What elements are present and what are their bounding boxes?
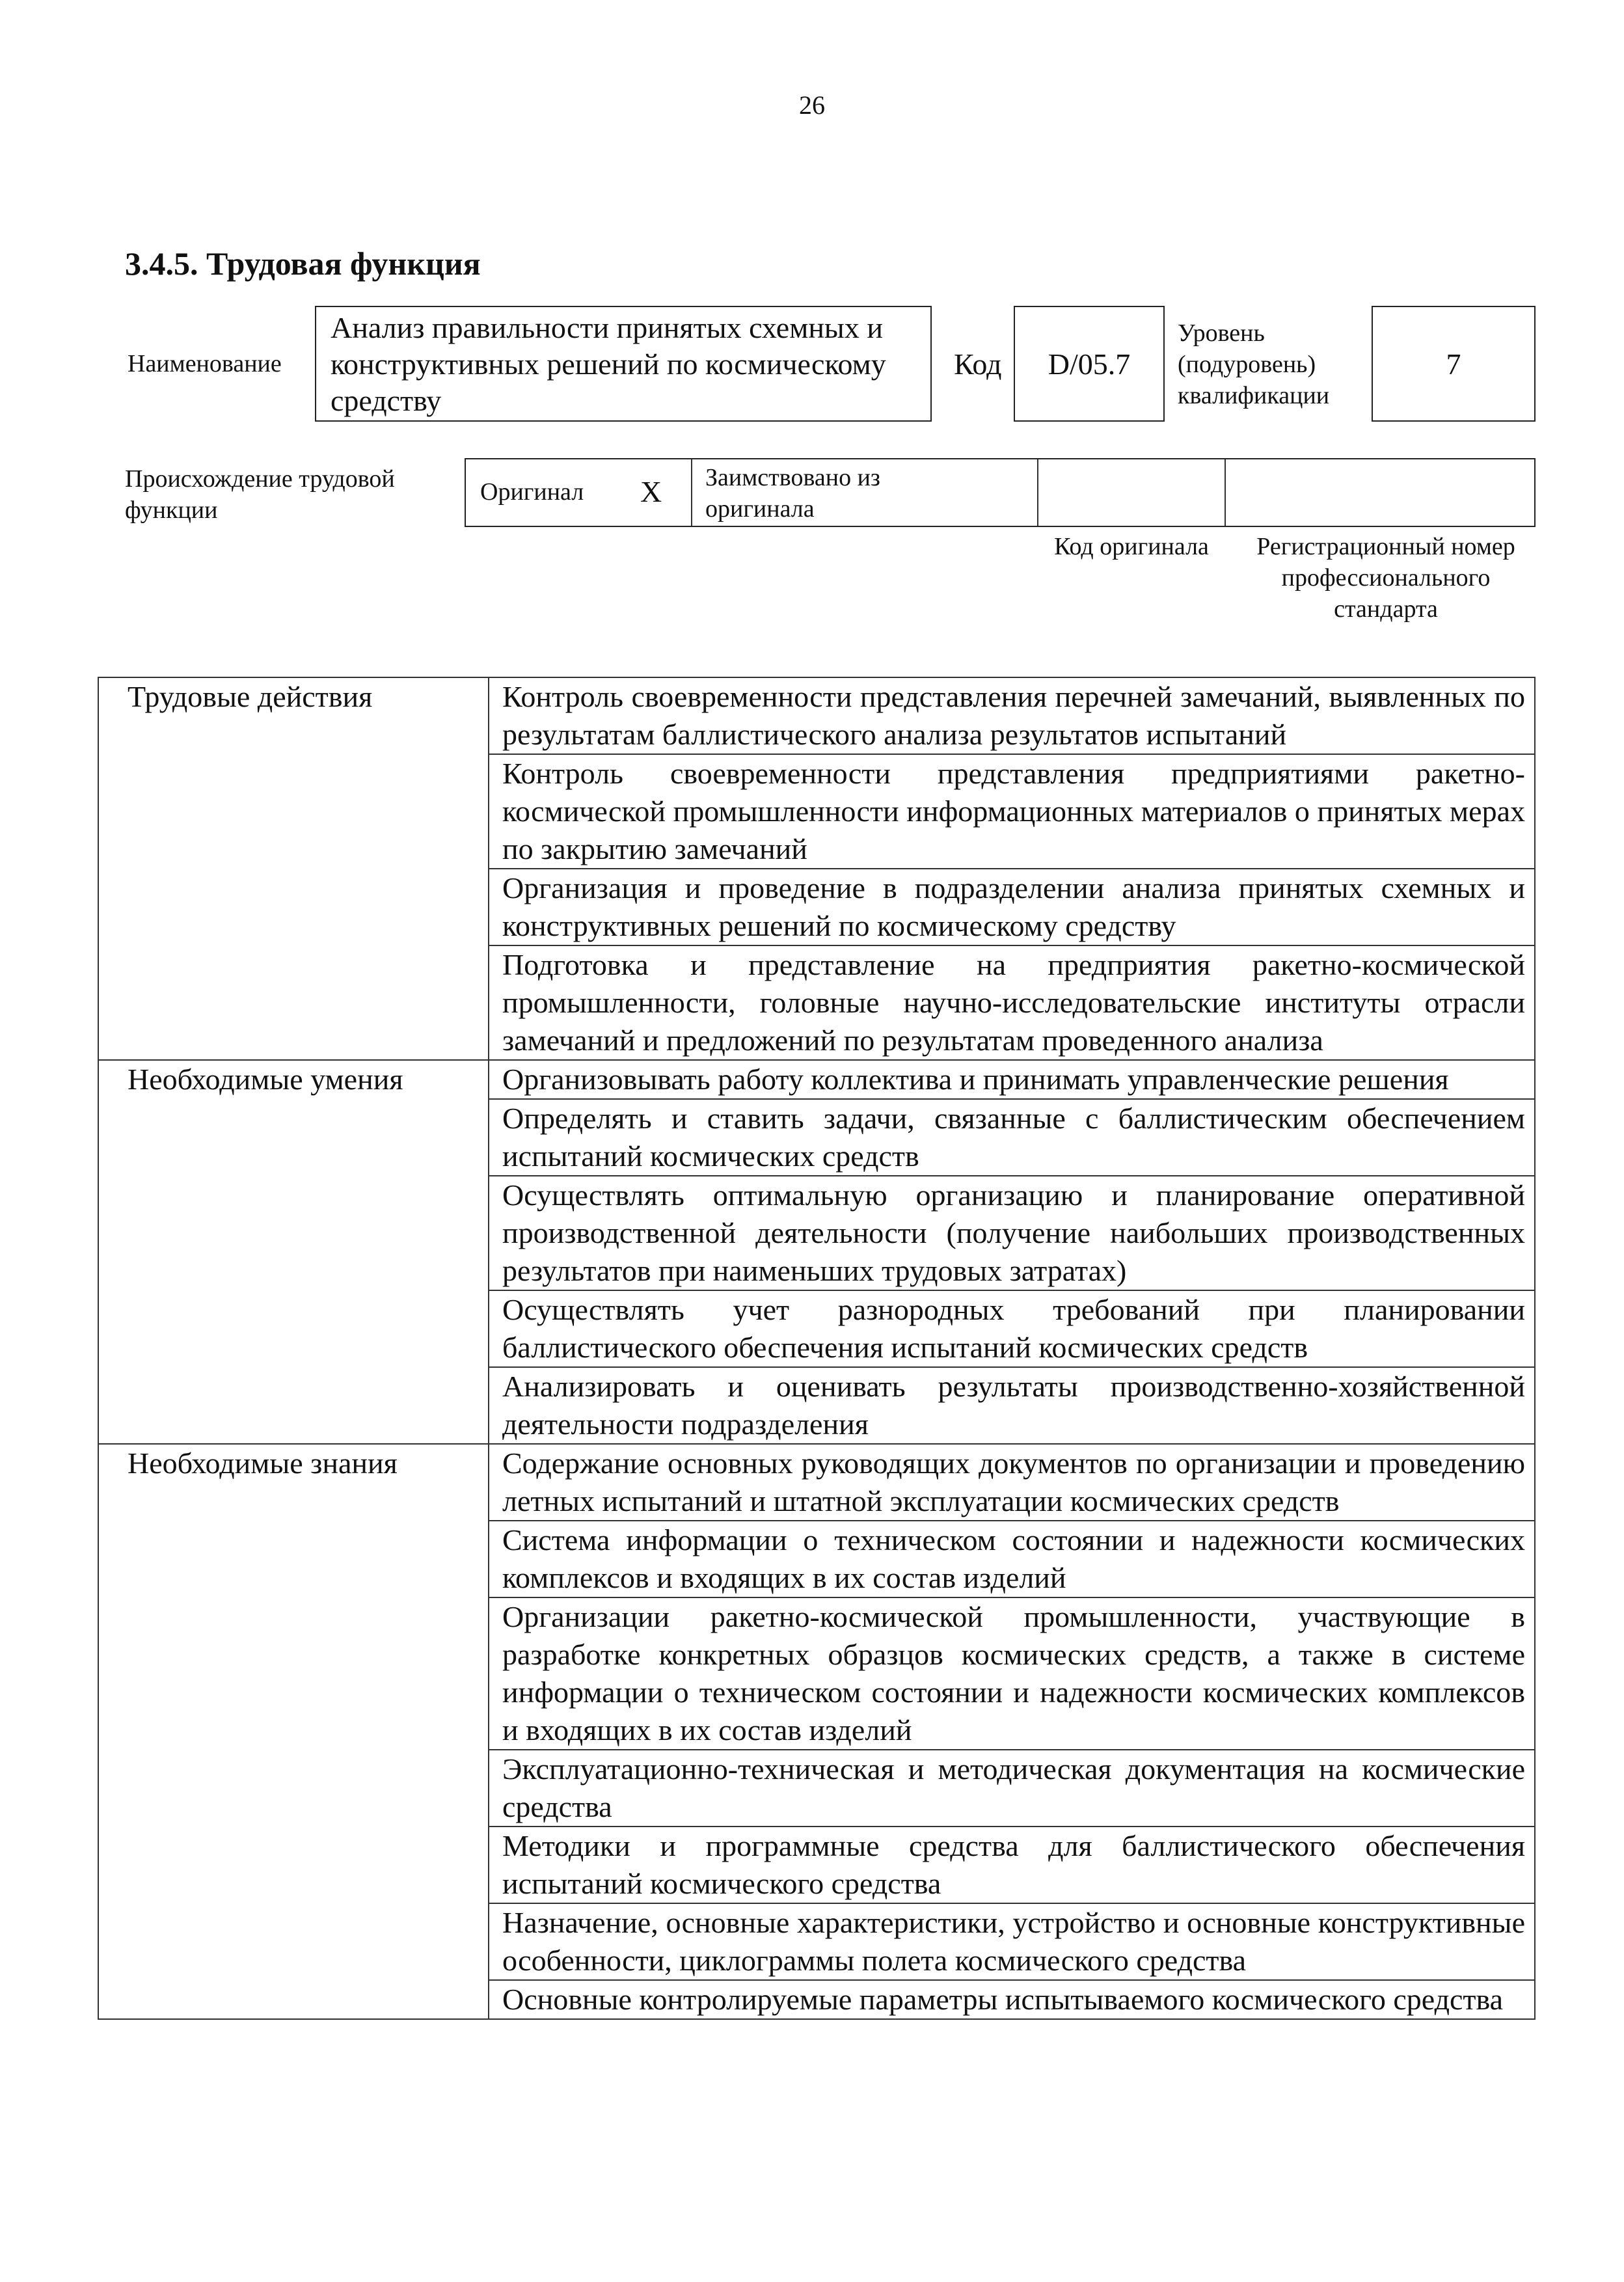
list-item: Анализировать и оценивать результаты производственно-хозяйственной деятельности подразделения <box>489 1367 1535 1444</box>
list-item: Организовывать работу коллектива и принимать управленческие решения <box>489 1060 1535 1099</box>
code-value: D/05.7 <box>1048 347 1131 381</box>
section-title: 3.4.5. Трудовая функция <box>125 245 481 282</box>
borrowed-label: Заимствовано из оригинала <box>705 464 880 523</box>
code-box <box>1014 306 1165 422</box>
list-item: Осуществлять учет разнородных требований при планировании баллистического обеспечения испытаний космических средств <box>489 1290 1535 1367</box>
list-item: Система информации о техническом состоянии и надежности космических комплексов и входящих в их состав изделий <box>489 1521 1535 1597</box>
origin-divider-2 <box>1037 459 1038 526</box>
code-label: Код <box>954 347 1002 381</box>
code-original-caption: Код оригинала <box>1054 533 1209 560</box>
section-title-knowledge: Необходимые знания <box>98 1444 489 2019</box>
function-name-value: Анализ правильности принятых схемных и конструктивных решений по космическому средству <box>331 311 886 417</box>
level-value: 7 <box>1446 347 1461 381</box>
labor-function-table <box>98 677 1536 2020</box>
page-number: 26 <box>799 90 825 120</box>
origin-divider-3 <box>1225 459 1226 526</box>
original-mark: X <box>640 475 662 508</box>
list-item: Назначение, основные характеристики, устройство и основные конструктивные особенности, циклограммы полета космического средства <box>489 1903 1535 1980</box>
original-label: Оригинал <box>480 478 584 506</box>
table-row <box>98 1444 1535 1521</box>
list-item: Подготовка и представление на предприятия ракетно-космической промышленности, головные научно-исследовательские институты отрасли замечаний и предложений по результатам проведенного анализа <box>489 945 1535 1060</box>
function-name-box <box>315 306 932 422</box>
list-item: Контроль своевременности представления предприятиями ракетно-космической промышленности информационных материалов о принятых мерах по закрытию замечаний <box>489 754 1535 869</box>
table-row <box>98 1060 1535 1099</box>
list-item: Методики и программные средства для баллистического обеспечения испытаний космического средства <box>489 1827 1535 1903</box>
table-row <box>98 677 1535 754</box>
level-label: Уровень (подуровень) квалификации <box>1178 319 1330 409</box>
level-box <box>1372 306 1536 422</box>
section-title-labor-actions: Трудовые действия <box>98 677 489 1060</box>
list-item: Контроль своевременности представления перечней замечаний, выявленных по результатам баллистического анализа результатов испытаний <box>489 677 1535 754</box>
section-title-skills: Необходимые умения <box>98 1060 489 1444</box>
origin-box <box>465 458 1536 527</box>
list-item: Содержание основных руководящих документов по организации и проведению летных испытаний и штатной эксплуатации космических средств <box>489 1444 1535 1521</box>
list-item: Организации ракетно-космической промышленности, участвующие в разработке конкретных образцов космических средств, а также в системе информации о техническом состоянии и надежности космических комплексов и входящих в их состав изделий <box>489 1597 1535 1750</box>
name-label: Наименование <box>128 350 282 377</box>
origin-divider-1 <box>691 459 692 526</box>
reg-number-caption: Регистрационный номер профессионального стандарта <box>1256 533 1515 623</box>
list-item: Основные контролируемые параметры испытываемого космического средства <box>489 1980 1535 2019</box>
list-item: Организация и проведение в подразделении анализа принятых схемных и конструктивных решений по космическому средству <box>489 869 1535 945</box>
list-item: Определять и ставить задачи, связанные с баллистическим обеспечением испытаний космических средств <box>489 1099 1535 1176</box>
list-item: Осуществлять оптимальную организацию и планирование оперативной производственной деятельности (получение наибольших производственных результатов при наименьших трудовых затратах) <box>489 1176 1535 1290</box>
list-item: Эксплуатационно-техническая и методическая документация на космические средства <box>489 1750 1535 1827</box>
origin-label: Происхождение трудовой функции <box>125 465 395 524</box>
